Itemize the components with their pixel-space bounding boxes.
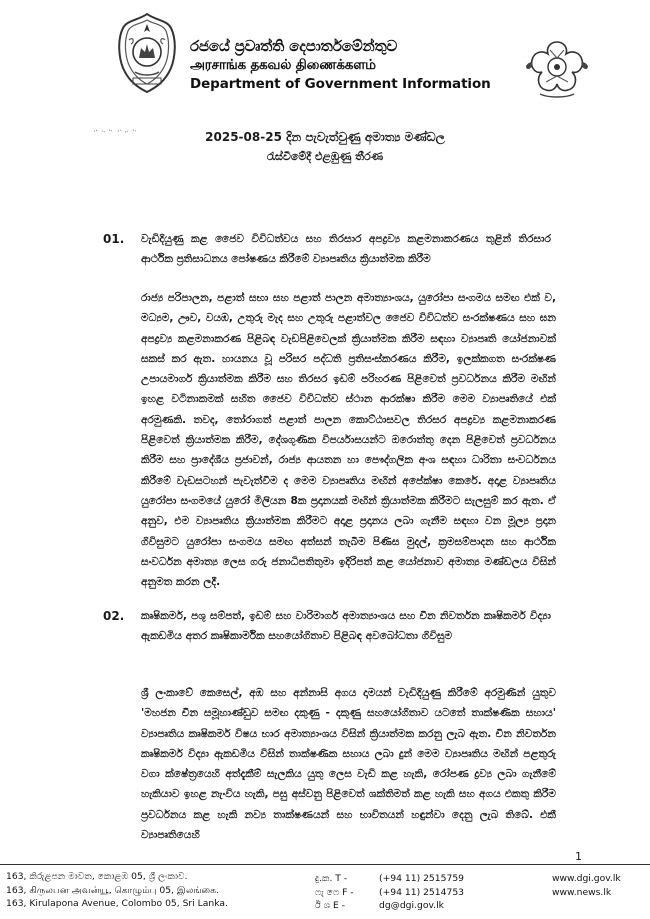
email-label: ඊ ශ E - xyxy=(315,900,346,911)
footer-contacts xyxy=(315,872,464,913)
fax-number: (+94 11) 2514753 xyxy=(379,886,465,898)
email-link[interactable]: dg@dgi.gov.lk xyxy=(379,900,444,911)
phone-number: (+94 11) 2515759 xyxy=(379,873,465,884)
phone-label: දු.ක. T - xyxy=(315,873,348,884)
section-1-number: 01. xyxy=(103,232,125,246)
department-name-tamil: அரசாங்க தகவல் திணைக்களம் xyxy=(190,57,376,73)
section-2-number: 02. xyxy=(103,609,125,623)
footer-websites xyxy=(552,872,621,899)
document-title-line-1: 2025-08-25 දින පැවැත්වුණු අමාත්‍ය මණ්ඩල xyxy=(205,130,445,144)
department-name-block xyxy=(190,36,510,94)
fax-label: ෆැ ෆෙ F - xyxy=(315,886,354,898)
sri-lanka-emblem-icon xyxy=(115,12,179,94)
address-sinhala: 163, කිරුළපන මාවත, කොළඹ 05, ශ්‍රී ලංකාව. xyxy=(6,871,188,882)
department-name-sinhala: රජයේ ප්‍රවෘත්ති දෙපාර්තමේන්තුව xyxy=(190,37,398,55)
document-title-line-2: රැස්වීමේදී එළඹුණු තීරණ xyxy=(266,150,384,163)
address-english: 163, Kirulapona Avenue, Colombo 05, Sri Lanka. xyxy=(6,898,228,909)
section-2-body: ශ්‍රී ලංකාවේ කෙසෙල්, අඹ සහ අන්නාසි අගය දාමයන් වැඩිදියුණු කිරීමේ අරමුණින් යුතුව 'මහජන චීන සමූහාණ්ඩුව සමඟ දකුණු - දකුණු සහයෝගිතාව යටතේ තාක්ෂණික සහාය' ව්‍යාපෘතිය කෘෂිකර්ම විෂය භාර අමාත්‍යාංශය විසින් ක්‍රියාත්මක කරනු ලැබ ඇත. චීන නිවර්තන කෘෂිකර්ම විද්‍යා ඇකඩමිය විසින් තාක්ෂණික සහාය ලබා දුන් මෙම ව්‍යාපෘතිය මඟින් පළතුරු වගා ක්ෂේත්‍රයෙහි අත්දැකීම් සැලකිය යුතු ලෙස වැඩි කළ හැකි, රෝපණ ද්‍රව්‍ය ලබා ගැනීමේ හැකියාව ඉහළ නැංවිය හැකි, පසු අස්වනු පිළිවෙත් ශක්තිමත් කළ හැකි සහ අගය එකතු කිරීම ප්‍රවර්ධනය කළ හැකි නව්‍ය තාක්ෂණයන් සහ භාවිතයන් හඳුන්වා දෙනු ලැබ තිබේ. එකී ව්‍යාපෘතියෙහි xyxy=(141,687,556,842)
department-seal-icon xyxy=(520,36,594,100)
footer-address xyxy=(6,870,228,911)
page-number: 1 xyxy=(575,850,582,863)
footer-divider xyxy=(0,864,650,865)
website-dgi-link[interactable]: www.dgi.gov.lk xyxy=(552,873,621,884)
website-news-link[interactable]: www.news.lk xyxy=(552,886,612,898)
address-tamil: 163, கிருலபன அவன்யூ, கொழும்பு 05, இலங்கை. xyxy=(6,884,219,896)
section-2-heading: කෘෂිකර්ම, පශු සම්පත්, ඉඩම් සහ වාරිමාර්ග අමාත්‍යාංශය සහ චීන නිවර්තන කෘෂිකර්ම විද්‍යා ඇකඩමිය අතර කෘෂිකාර්මික සහයෝගිතාව පිළිබඳ අවබෝධතා ගිවිසුම xyxy=(141,610,551,642)
section-1-heading: වැඩිදියුණු කළ ජෛව විවිධත්වය සහ තිරසාර අපද්‍රව්‍ය කළමනාකරණය තුළින් තිරසාර ආර්ථික ප්‍රතිසාධනය පෝෂණය කිරීමේ ව්‍යාපෘතිය ක්‍රියාත්මක කිරීම xyxy=(141,233,551,265)
section-1-body: රාජ්‍ය පරිපාලන, පළාත් සභා සහ පළාත් පාලන අමාත්‍යාංශය, යුරෝපා සංගමය සමඟ එක් ව, මධ්‍යම, ඌව, වයඹ, උතුරු මැද සහ උතුරු පළාත්වල ජෛව විවිධත්ව සංරක්ෂණය සහ ඝන අපද්‍රව්‍ය කළමනාකරණ පිළිබඳ වැඩපිළිවෙලක් ක්‍රියාත්මක කිරීම සඳහා ව්‍යාපෘති යෝජනාවක් සකස් කර ඇත. හායනය වූ පරිසර පද්ධති ප්‍රතිසංස්කරණය කිරීම, ඉලක්කගත සංරක්ෂණ උපායමාර්ග ක්‍රියාත්මක කිරීම සහ තිරසර ඉඩම් පරිහරණ පිළිවෙත් ප්‍රවර්ධනය කිරීම මඟින් ඉහළ වටිනාකමක් සහිත ජෛව විවිධත්ව ස්ථාන ආරක්ෂා කිරීම මෙම ව්‍යාපෘතියේ එක් අරමුණකි. තවද, තෝරාගත් පළාත් පාලන කොට්ඨාසවල තිරසර අපද්‍රව්‍ය කළමනාකරණ පිළිවෙත් ක්‍රියාත්මක කිරීම, දේශගුණික විපර්යාසයන්ට ඔරොත්තු දෙන පිළිවෙත් ප්‍රවර්ධනය කිරීම සහ ප්‍රාදේශීය ප්‍රජාවන්, රාජ්‍ය ආයතන හා පෞද්ගලික අංශ සඳහා ධාරිතා සංවර්ධනය කිරීමේ වැඩසටහන් පැවැත්වීම ද මෙම ව්‍යාපෘතිය මඟින් අපේක්ෂා කෙරේ. අදාළ ව්‍යාපෘතිය යුරෝපා සංගමයේ යුරෝ මිලියන 8ක ප්‍රදානයක් මඟින් ක්‍රියාත්මක කිරීමට සැලසුම් කර ඇත. ඒ අනුව, එම ව්‍යාපෘතිය ක්‍රියාත්මක කිරීමට අදාළ ප්‍රදානය ලබා ගැනීම සඳහා වන මූල්‍ය ප්‍රදාන ගිවිසුමට යුරෝපා සංගමය සමඟ අත්සන් තැබීම පිණිස මුදල්, ක්‍රමසම්පාදන සහ ආර්ථික සංවර්ධන අමාත්‍ය ලෙස ගරු ජනාධිපතිතුමා ඉදිරිපත් කළ යෝජනාව අමාත්‍ය මණ්ඩලය විසින් අනුමත කරන ලදී. xyxy=(141,292,556,589)
department-name-english: Department of Government Information xyxy=(190,76,491,92)
